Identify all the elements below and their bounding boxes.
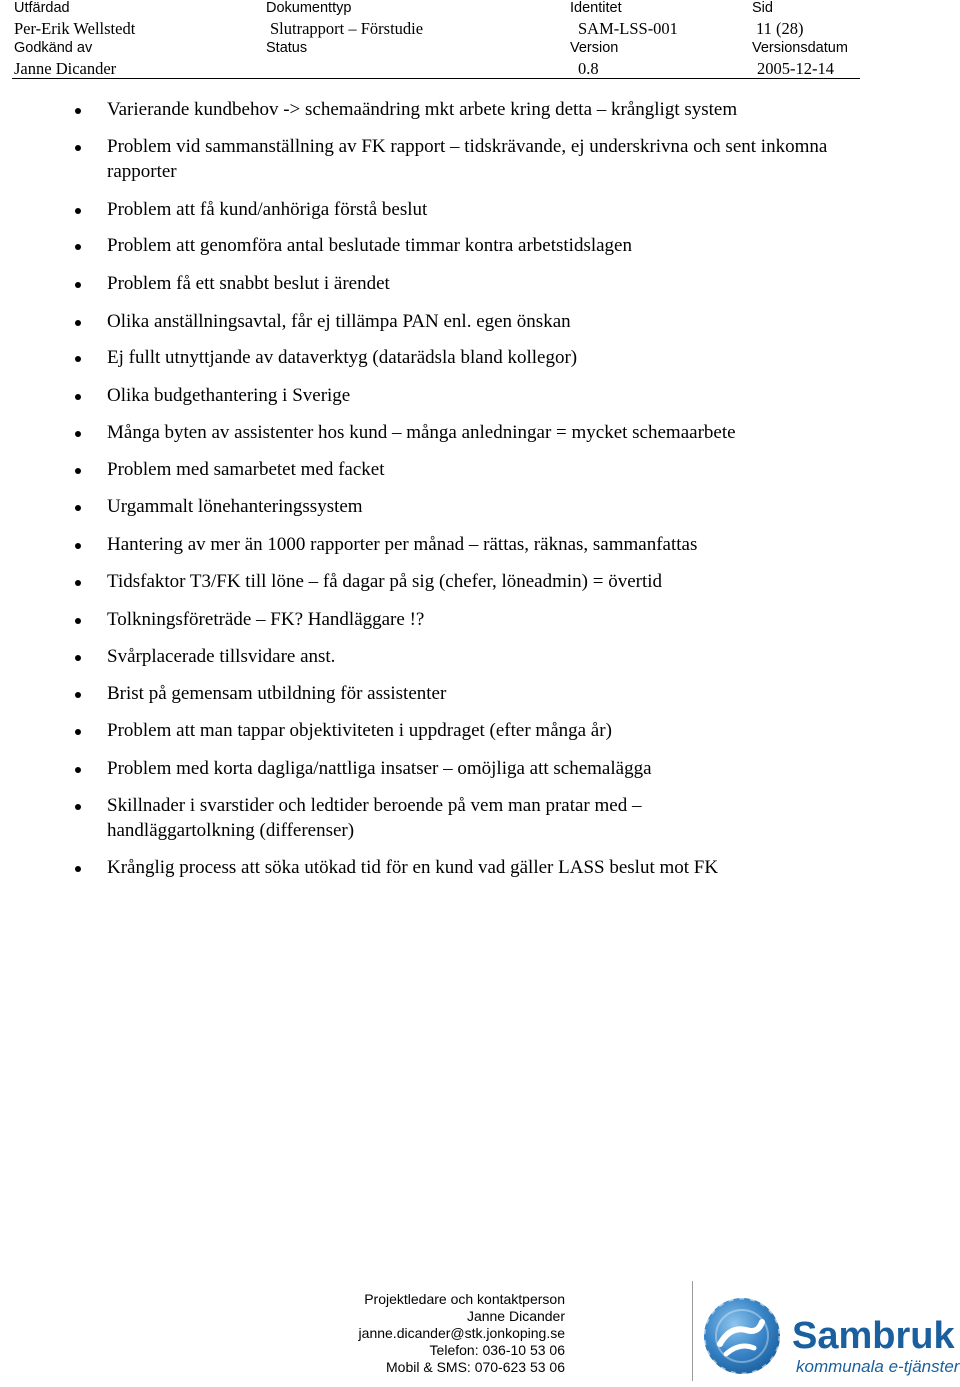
list-item-text: Problem med samarbetet med facket: [107, 459, 385, 480]
bullet-icon: [75, 108, 81, 114]
list-item-text: Olika budgethantering i Sverige: [107, 385, 351, 406]
list-item-text: Problem att få kund/anhöriga förstå beslut: [107, 199, 428, 220]
header-labels-row-2: [0, 40, 860, 58]
bullet-icon: [75, 244, 81, 250]
header-labels-row-1: [0, 0, 860, 18]
bullet-icon: [75, 692, 81, 698]
value-identity: SAM-LSS-001: [578, 19, 678, 38]
list-item-text: Varierande kundbehov -> schemaändring mkt arbete kring detta – krångligt system: [107, 99, 738, 120]
label-version: Version: [570, 40, 619, 56]
label-issued-by: Utfärdad: [14, 0, 70, 16]
bullet-icon: [75, 356, 81, 362]
list-item-text: Tolkningsföreträde – FK? Handläggare !?: [107, 609, 425, 630]
label-version-date: Versionsdatum: [752, 40, 848, 56]
list-item-text: Krånglig process att söka utökad tid för en kund vad gäller LASS beslut mot FK: [107, 857, 719, 878]
value-issued-by: Per-Erik Wellstedt: [14, 19, 136, 38]
bullet-icon: [75, 431, 81, 437]
bullet-icon: [75, 145, 81, 151]
sambruk-logo: [700, 1292, 960, 1387]
header-values-row-2: [0, 59, 860, 77]
label-identity: Identitet: [570, 0, 622, 16]
bullet-icon: [75, 505, 81, 511]
header-divider: [12, 78, 860, 79]
list-item-text: Hantering av mer än 1000 rapporter per månad – rättas, räknas, sammanfattas: [107, 534, 698, 555]
sambruk-logo-icon: [700, 1292, 960, 1382]
bullet-icon: [75, 618, 81, 624]
bullet-icon: [75, 655, 81, 661]
list-item-text: Problem med korta dagliga/nattliga insatser – omöjliga att schemalägga: [107, 758, 652, 779]
list-item-text: Problem att genomföra antal beslutade timmar kontra arbetstidslagen: [107, 235, 632, 256]
bullet-icon: [75, 394, 81, 400]
list-item-text: Problem vid sammanställning av FK rapport – tidskrävande, ej underskrivna och sent inkomna rapporter: [107, 136, 828, 182]
contact-email: janne.dicander@stk.jonkoping.se: [358, 1325, 565, 1341]
header-values-row-1: [0, 19, 860, 37]
bullet-icon: [75, 543, 81, 549]
bullet-icon: [75, 580, 81, 586]
list-item-text: Brist på gemensam utbildning för assistenter: [107, 683, 447, 704]
bullet-icon: [75, 208, 81, 214]
list-item-text: Skillnader i svarstider och ledtider beroende på vem man pratar med – handläggartolkning (differenser): [107, 795, 642, 841]
bullet-icon: [75, 282, 81, 288]
list-item-text: Ej fullt utnyttjande av dataverktyg (datarädsla bland kollegor): [107, 347, 578, 368]
contact-name: Janne Dicander: [466, 1308, 565, 1324]
value-version-date: 2005-12-14: [757, 59, 834, 78]
bullet-icon: [75, 729, 81, 735]
list-item-text: Tidsfaktor T3/FK till löne – få dagar på sig (chefer, löneadmin) = övertid: [107, 571, 663, 592]
list-item-text: Många byten av assistenter hos kund – många anledningar = mycket schemaarbete: [107, 422, 736, 443]
logo-tagline: kommunala e-tjänster: [796, 1357, 960, 1376]
list-item-text: Problem att man tappar objektiviteten i uppdraget (efter många år): [107, 720, 612, 741]
bullet-icon: [75, 866, 81, 872]
value-document-type: Slutrapport – Förstudie: [270, 19, 424, 38]
bullet-icon: [75, 320, 81, 326]
bullet-icon: [75, 804, 81, 810]
value-approved-by: Janne Dicander: [14, 59, 117, 78]
contact-block: [359, 1291, 565, 1376]
footer-divider: [692, 1281, 693, 1381]
label-status: Status: [266, 40, 308, 56]
label-page: Sid: [752, 0, 773, 16]
label-document-type: Dokumenttyp: [266, 0, 352, 16]
list-item-text: Olika anställningsavtal, får ej tillämpa PAN enl. egen önskan: [107, 311, 571, 332]
contact-phone: Telefon: 036-10 53 06: [429, 1342, 565, 1358]
list-item-text: Svårplacerade tillsvidare anst.: [107, 646, 336, 667]
bullet-icon: [75, 767, 81, 773]
logo-wordmark: Sambruk: [792, 1315, 955, 1357]
label-approved-by: Godkänd av: [14, 40, 93, 56]
contact-mobile: Mobil & SMS: 070-623 53 06: [386, 1359, 565, 1375]
list-item-text: Problem få ett snabbt beslut i ärendet: [107, 273, 390, 294]
contact-title: Projektledare och kontaktperson: [364, 1291, 565, 1307]
bullet-icon: [75, 468, 81, 474]
value-version: 0.8: [578, 59, 599, 78]
value-page: 11 (28): [756, 19, 804, 38]
list-item-text: Urgammalt lönehanteringssystem: [107, 496, 363, 517]
